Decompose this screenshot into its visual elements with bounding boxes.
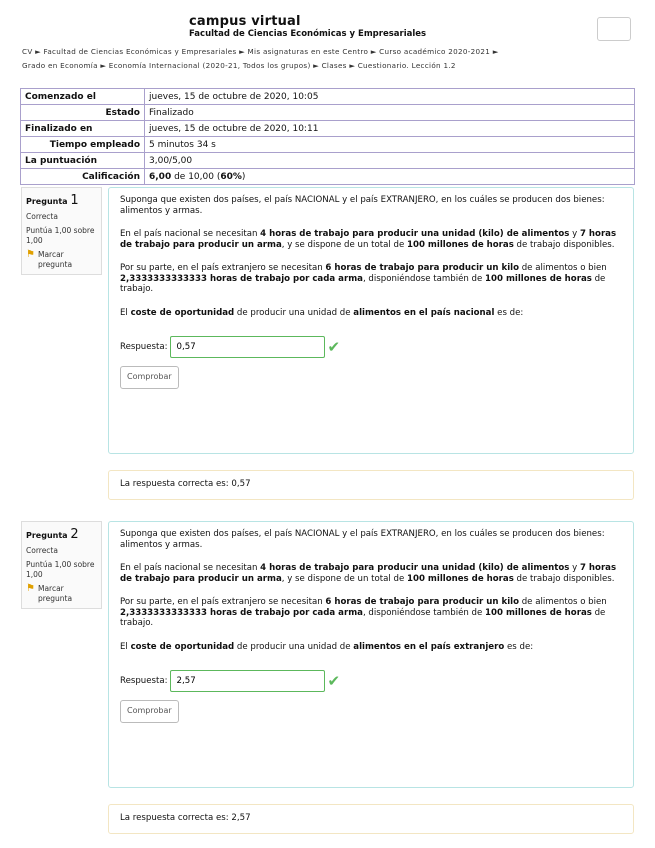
grade-label: Calificación [21, 169, 145, 185]
text-span: , disponiéndose también de [362, 607, 486, 618]
flag-question-button[interactable] [26, 584, 97, 604]
breadcrumb-item[interactable]: Grado en Economía [22, 61, 98, 70]
flag-question-button[interactable] [26, 250, 97, 270]
answer-input[interactable] [170, 336, 325, 358]
table-row [21, 169, 635, 185]
breadcrumb-item[interactable]: CV [22, 47, 33, 56]
text-bold: 100 millones de horas [406, 573, 514, 584]
breadcrumb-item[interactable]: Economía Internacional (2020-21, Todos los grupos) [108, 61, 311, 70]
flag-label: Marcar pregunta [37, 584, 73, 603]
question-prompt [120, 642, 622, 653]
finished-value: jueves, 15 de octubre de 2020, 10:11 [145, 121, 635, 137]
question-info [21, 521, 102, 609]
text-span: de trabajo. [120, 607, 606, 628]
correct-check-icon: ✔ [327, 337, 341, 356]
faculty-name: Facultad de Ciencias Económicas y Empresariales [189, 29, 427, 39]
text-bold: 7 horas de trabajo para producir un arma [120, 563, 617, 584]
table-row [21, 153, 635, 169]
started-value: jueves, 15 de octubre de 2020, 10:05 [145, 89, 635, 105]
text-bold: 4 horas de trabajo para producir una unidad (kilo) de alimentos [260, 229, 570, 239]
question-paragraph [120, 229, 622, 250]
text-bold: 6 horas de trabajo para producir un kilo [325, 597, 519, 607]
text-bold: 100 millones de horas [485, 607, 592, 618]
text-span: y [569, 229, 580, 239]
finished-label: Finalizado en [21, 121, 145, 137]
breadcrumb-item[interactable]: Mis asignaturas en este Centro [247, 47, 369, 56]
state-label: Estado [21, 105, 145, 121]
site-title: campus virtual [189, 14, 301, 29]
breadcrumb: CV ► Facultad de Ciencias Económicas y Empresariales ► Mis asignaturas en este Centro ► Curso académico 2020-2021 ► Grado en Economía ► Economía Internacional (2020-21, Todos los grupos) ► Clases ► Cuestionario. Lección 1.2 [22, 47, 499, 70]
question-label: Pregunta [26, 197, 68, 206]
flag-icon: ⚑ [26, 249, 35, 260]
text-span: y [569, 563, 580, 573]
question-paragraph [120, 563, 622, 584]
answer-row [120, 670, 622, 692]
score-value: 3,00/5,00 [145, 153, 635, 169]
user-menu-box[interactable] [597, 17, 631, 41]
grade-number: 6,00 [149, 171, 172, 182]
text-span: de alimentos o bien [519, 597, 607, 607]
correct-answer-feedback: La respuesta correcta es: 2,57 [108, 804, 634, 834]
text-bold: 6 horas de trabajo para producir un kilo [325, 263, 519, 273]
text-span: , y se dispone de un total de [281, 239, 407, 250]
question-points: Puntúa 1,00 sobre 1,00 [26, 226, 95, 245]
breadcrumb-item[interactable]: Curso académico 2020-2021 [379, 47, 491, 56]
text-bold: alimentos en el país nacional [353, 307, 495, 318]
text-span: , disponiéndose también de [362, 273, 486, 284]
correct-answer-feedback: La respuesta correcta es: 0,57 [108, 470, 634, 500]
grade-value [145, 169, 635, 185]
text-span: El [120, 307, 131, 318]
text-span: de alimentos o bien [519, 263, 607, 273]
breadcrumb-item[interactable]: Cuestionario. Lección 1.2 [357, 61, 456, 70]
text-bold: 100 millones de horas [485, 273, 592, 284]
question-num: 2 [70, 527, 79, 542]
text-bold: 7 horas de trabajo para producir un arma [120, 229, 617, 250]
question-intro: Suponga que existen dos países, el país NACIONAL y el país EXTRANJERO, en los cuáles se producen dos bienes: alimentos y armas. [120, 195, 605, 216]
grade-percent: 60% [220, 171, 242, 182]
text-span: En el país nacional se necesitan [120, 563, 261, 573]
question-intro: Suponga que existen dos países, el país NACIONAL y el país EXTRANJERO, en los cuáles se producen dos bienes: alimentos y armas. [120, 529, 605, 550]
text-bold: 100 millones de horas [406, 239, 514, 250]
question-paragraph [120, 597, 622, 629]
question-status: Correcta [26, 546, 58, 555]
answer-row [120, 336, 622, 358]
attempt-summary-table [20, 88, 635, 185]
time-value: 5 minutos 34 s [145, 137, 635, 153]
time-label: Tiempo empleado [21, 137, 145, 153]
flag-icon: ⚑ [26, 583, 35, 594]
correct-check-icon: ✔ [327, 671, 341, 690]
question-content [108, 521, 634, 788]
check-button[interactable]: Comprobar [120, 700, 179, 723]
question-content [108, 187, 634, 454]
text-span: Por su parte, en el país extranjero se necesitan [120, 263, 326, 273]
question-info [21, 187, 102, 275]
breadcrumb-item[interactable]: Facultad de Ciencias Económicas y Empresariales [43, 47, 237, 56]
question-points: Puntúa 1,00 sobre 1,00 [26, 560, 95, 579]
check-button[interactable]: Comprobar [120, 366, 179, 389]
text-span: En el país nacional se necesitan [120, 229, 261, 239]
text-span: Por su parte, en el país extranjero se necesitan [120, 597, 326, 607]
text-bold: 4 horas de trabajo para producir una unidad (kilo) de alimentos [260, 563, 570, 573]
answer-input[interactable] [170, 670, 325, 692]
table-row [21, 105, 635, 121]
text-span: , y se dispone de un total de [281, 573, 407, 584]
grade-text: de 10,00 ( [171, 171, 221, 182]
table-row [21, 137, 635, 153]
text-bold: coste de oportunidad [130, 641, 235, 652]
table-row [21, 121, 635, 137]
question-number [26, 527, 97, 542]
answer-label: Respuesta: [120, 675, 168, 686]
text-bold: 2,3333333333333 horas de trabajo por cada arma [120, 273, 363, 284]
text-bold: coste de oportunidad [130, 307, 235, 318]
state-value: Finalizado [145, 105, 635, 121]
text-span: es de: [494, 307, 524, 318]
flag-label: Marcar pregunta [37, 250, 73, 269]
text-span: de producir una unidad de [234, 641, 354, 652]
question-number [26, 193, 97, 208]
text-span: de producir una unidad de [234, 307, 354, 318]
question-paragraph [120, 263, 622, 295]
text-span: de trabajo disponibles. [513, 239, 615, 250]
question-num: 1 [70, 193, 79, 208]
question-label: Pregunta [26, 531, 68, 540]
text-bold: 2,3333333333333 horas de trabajo por cada arma [120, 607, 363, 618]
grade-close: ) [241, 171, 246, 182]
started-label: Comenzado el [21, 89, 145, 105]
text-span: es de: [504, 641, 534, 652]
text-bold: alimentos en el país extranjero [353, 641, 505, 652]
question-prompt [120, 308, 622, 319]
text-span: de trabajo disponibles. [513, 573, 615, 584]
text-span: de trabajo. [120, 273, 606, 294]
table-row [21, 89, 635, 105]
score-label: La puntuación [21, 153, 145, 169]
breadcrumb-item[interactable]: Clases [321, 61, 347, 70]
question-status: Correcta [26, 212, 58, 221]
answer-label: Respuesta: [120, 341, 168, 352]
text-span: El [120, 641, 131, 652]
